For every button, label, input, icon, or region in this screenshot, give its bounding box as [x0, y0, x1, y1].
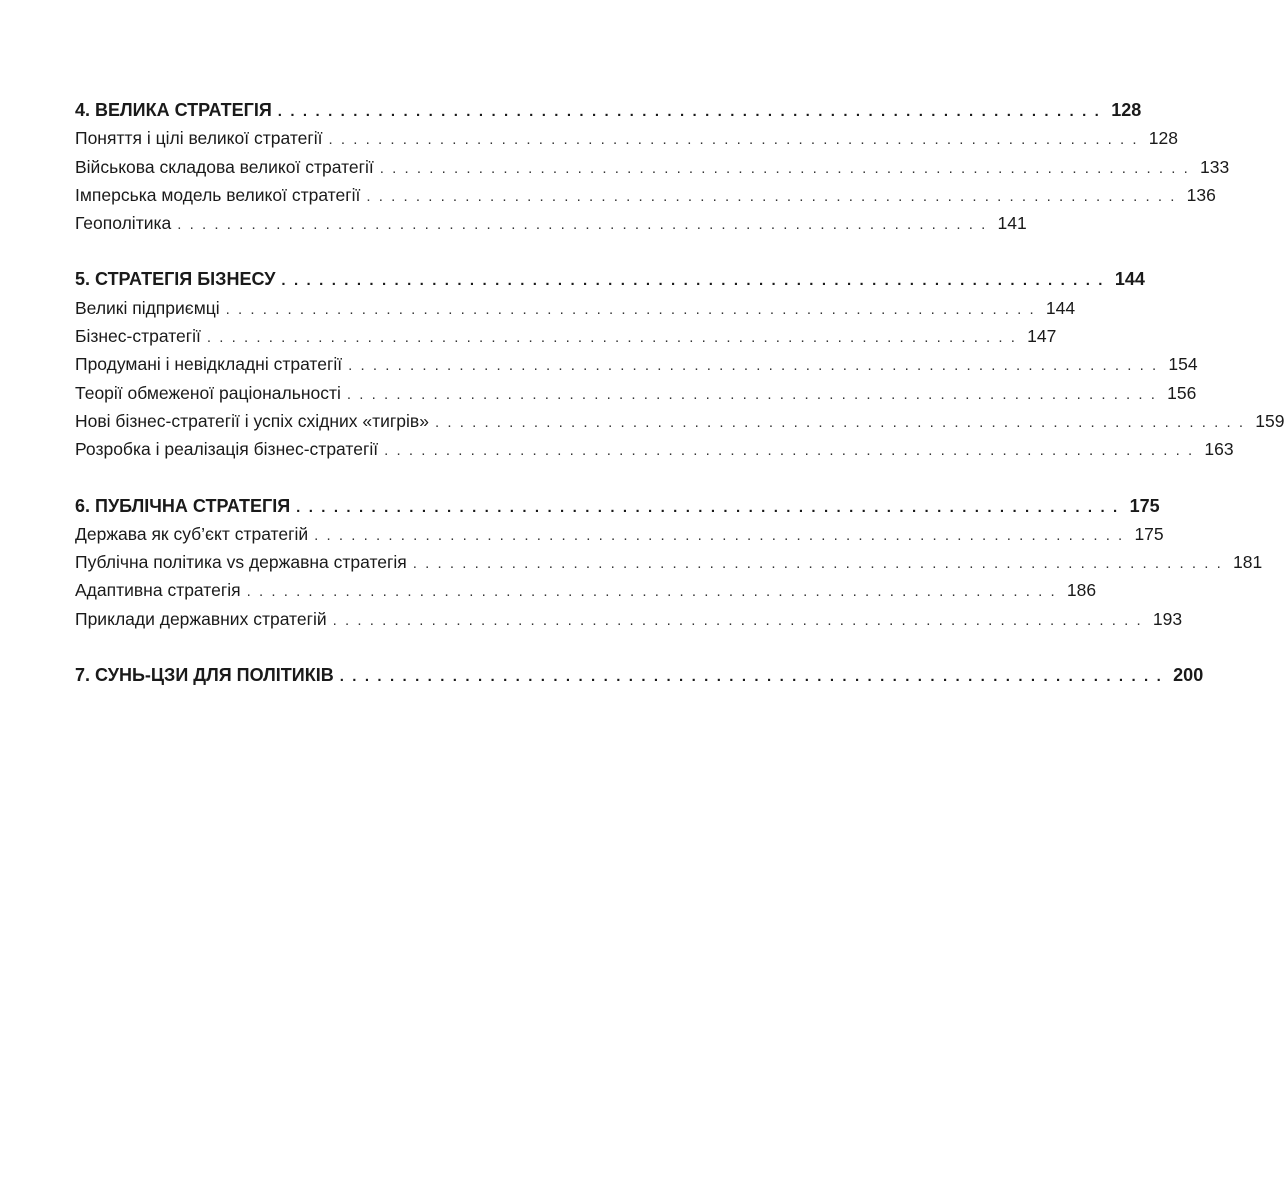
dot-leader: ..................................................................	[281, 272, 1111, 290]
entry-title: Нові бізнес-стратегії і успіх східних «тигрів»	[75, 410, 429, 431]
page-number: 193	[1152, 608, 1183, 629]
page-number: 163	[1204, 439, 1234, 460]
toc-entry[interactable]	[75, 605, 1183, 633]
dot-leader: ..................................................................	[314, 526, 1131, 544]
chapter-title: 5. СТРАТЕГІЯ БІЗНЕСУ	[75, 269, 276, 290]
toc-chapter-heading[interactable]	[75, 265, 1145, 293]
dot-leader: ..................................................................	[332, 611, 1149, 629]
toc-entry[interactable]	[75, 520, 1164, 548]
toc-entry[interactable]	[75, 124, 1178, 152]
entry-title: Приклади державних стратегій	[75, 608, 327, 629]
page-number: 156	[1167, 382, 1197, 403]
entry-title: Держава як суб’єкт стратегій	[75, 523, 309, 544]
entry-title: Розробка і реалізація бізнес-стратегії	[75, 439, 379, 460]
toc-section	[75, 661, 1204, 689]
dot-leader: ..................................................................	[366, 187, 1183, 205]
toc-entry[interactable]	[75, 294, 1076, 322]
page-number: 181	[1233, 552, 1263, 573]
dot-leader: ..................................................................	[277, 103, 1108, 120]
dot-leader: ..................................................................	[225, 300, 1042, 318]
entry-title: Військова складова великої стратегії	[75, 156, 374, 177]
entry-title: Бізнес-стратегії	[75, 326, 201, 347]
entry-title: Поняття і цілі великої стратегії	[75, 128, 323, 149]
entry-title: Теорії обмеженої раціональності	[75, 382, 341, 403]
page-number: 141	[997, 213, 1027, 234]
toc-chapter-heading[interactable]	[75, 96, 1142, 124]
toc-entry[interactable]	[75, 350, 1198, 378]
dot-leader: ..................................................................	[246, 583, 1063, 601]
page-number: 144	[1114, 269, 1145, 290]
dot-leader: ..................................................................	[328, 131, 1145, 149]
toc-section	[75, 265, 1284, 463]
page-number: 175	[1134, 523, 1164, 544]
dot-leader: ..................................................................	[339, 668, 1170, 686]
page-number: 186	[1066, 580, 1097, 601]
toc-section	[75, 492, 1263, 633]
dot-leader: ..................................................................	[412, 555, 1230, 573]
page-number: 133	[1200, 156, 1230, 177]
entry-title: Імперська модель великої стратегії	[75, 184, 361, 205]
chapter-title: 7. СУНЬ-ЦЗИ ДЛЯ ПОЛІТИКІВ	[75, 665, 334, 686]
entry-title: Публічна політика vs державна стратегія	[75, 552, 407, 573]
entry-title: Продумані і невідкладні стратегії	[75, 354, 343, 375]
dot-leader: ..................................................................	[177, 216, 994, 234]
toc-entry[interactable]	[75, 435, 1234, 463]
chapter-title: 6. ПУБЛІЧНА СТРАТЕГІЯ	[75, 495, 291, 516]
page-number: 136	[1186, 184, 1216, 205]
dot-leader: ..................................................................	[384, 442, 1201, 460]
dot-leader: ..................................................................	[434, 413, 1252, 431]
page-number: 128	[1111, 100, 1142, 120]
entry-title: Геополітика	[75, 213, 172, 234]
toc-entry[interactable]	[75, 209, 1027, 237]
page-number: 159	[1255, 410, 1284, 431]
toc-chapter-heading[interactable]	[75, 492, 1160, 520]
toc-entry[interactable]	[75, 407, 1284, 435]
page-number: 200	[1173, 665, 1204, 686]
entry-title: Адаптивна стратегія	[75, 580, 241, 601]
dot-leader: ..................................................................	[346, 385, 1164, 403]
entry-title: Великі підприємці	[75, 297, 220, 318]
toc-chapter-heading[interactable]	[75, 661, 1204, 689]
page-number: 128	[1148, 128, 1178, 149]
chapter-title: 4. ВЕЛИКА СТРАТЕГІЯ	[75, 100, 272, 120]
toc-entry[interactable]	[75, 181, 1216, 209]
toc-section	[75, 96, 1230, 237]
dot-leader: ..................................................................	[379, 159, 1197, 177]
dot-leader: ..................................................................	[296, 498, 1126, 516]
toc-entry[interactable]	[75, 379, 1197, 407]
page-number: 175	[1129, 495, 1160, 516]
toc-entry[interactable]	[75, 576, 1097, 604]
toc-entry[interactable]	[75, 153, 1230, 181]
page-number: 147	[1027, 326, 1057, 347]
dot-leader: ..................................................................	[206, 329, 1024, 347]
dot-leader: ..................................................................	[348, 357, 1165, 375]
page-number: 144	[1045, 297, 1076, 318]
page-number: 154	[1168, 354, 1198, 375]
toc-entry[interactable]	[75, 322, 1057, 350]
toc-entry[interactable]	[75, 548, 1263, 576]
table-of-contents	[75, 96, 1284, 717]
